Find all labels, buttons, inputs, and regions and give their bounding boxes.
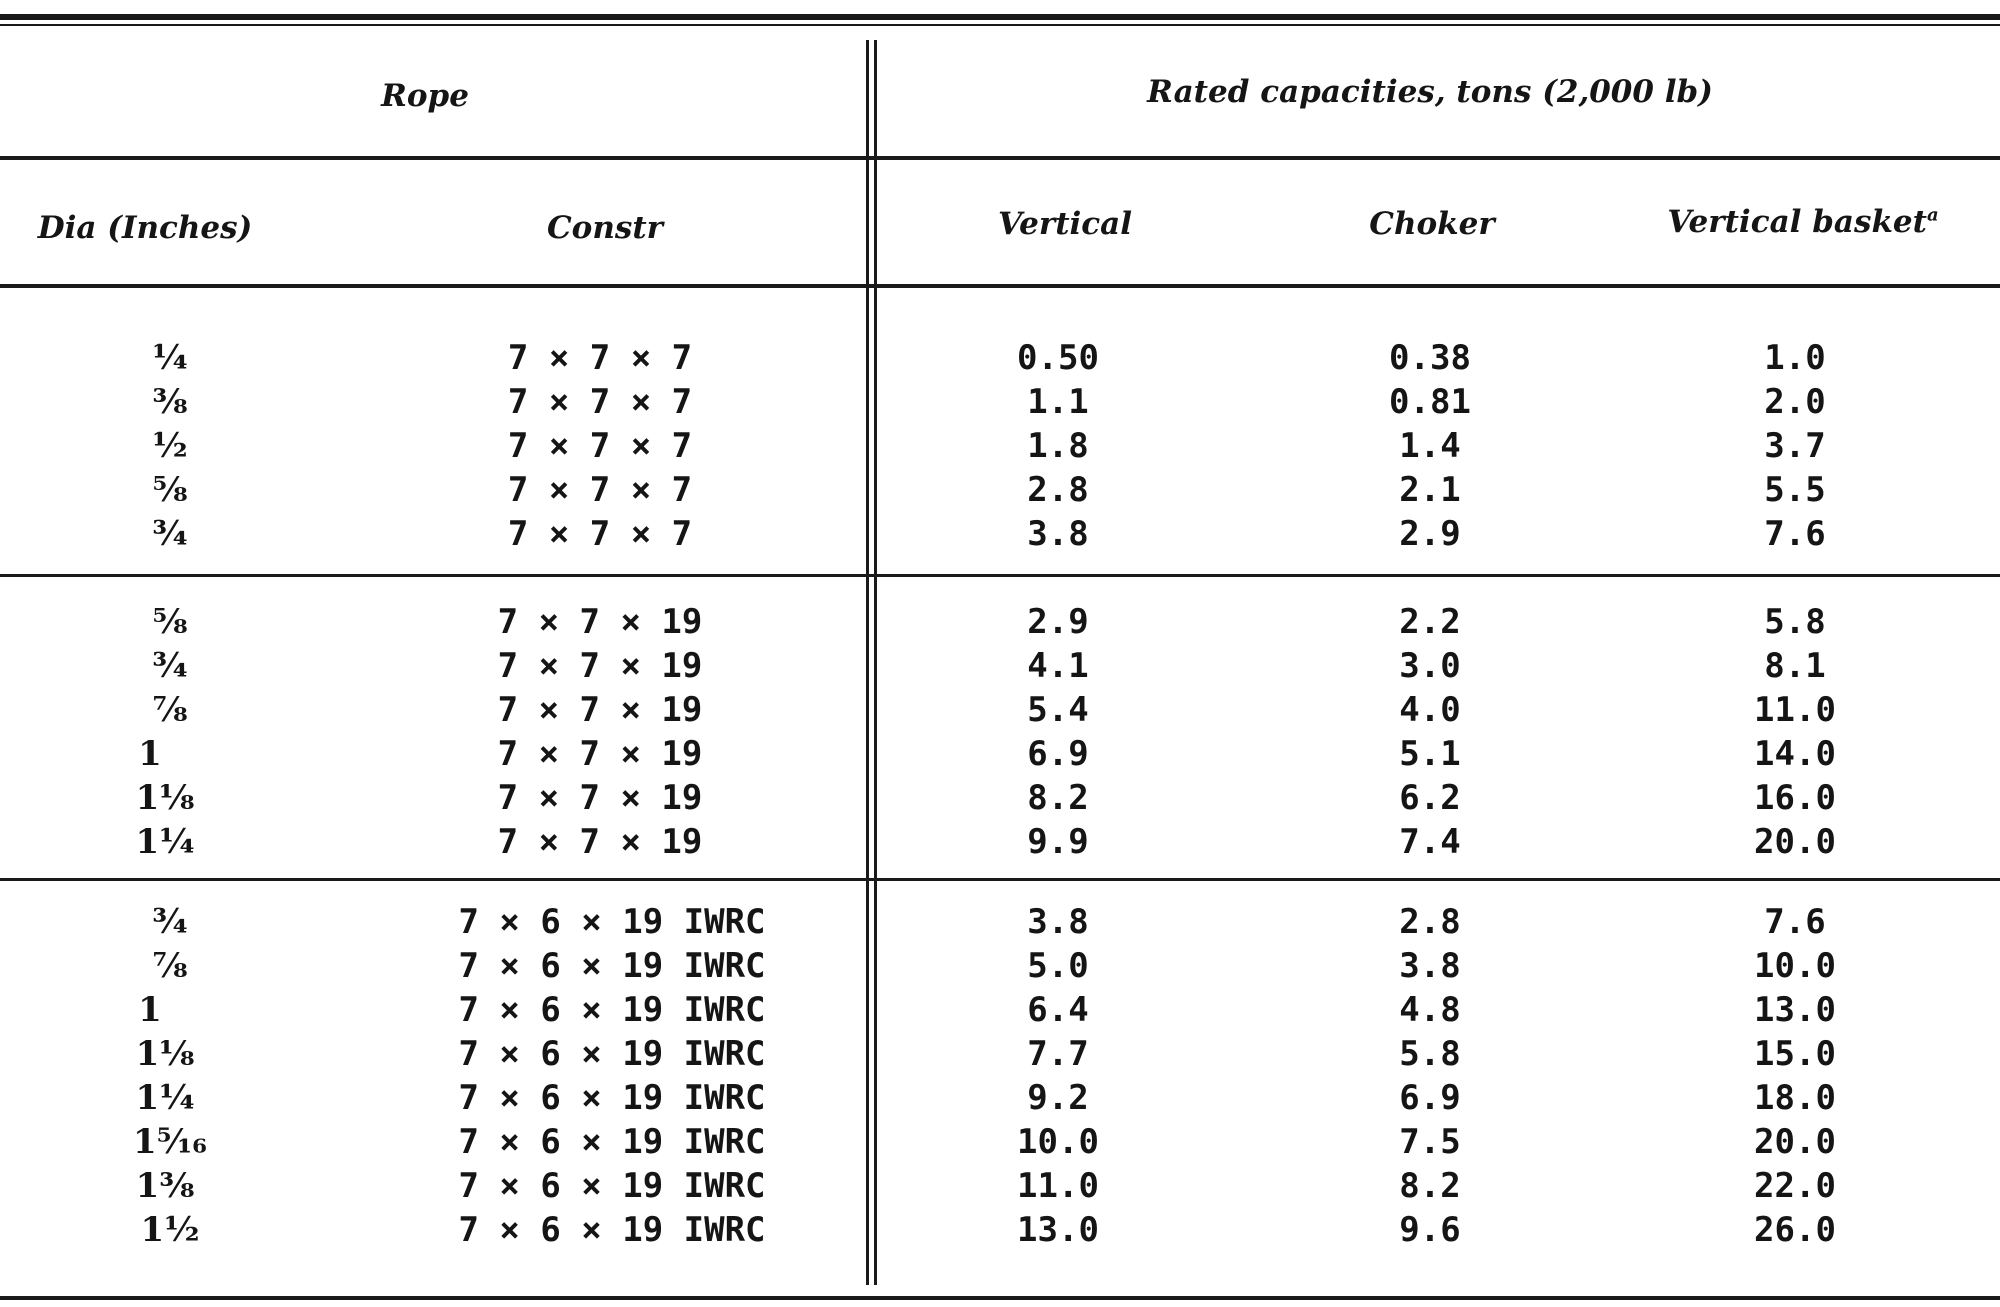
dia-cell: ⅞ <box>152 690 188 730</box>
choker-cell: 2.2 <box>1399 602 1461 642</box>
dia-cell: 1⅛ <box>135 1034 195 1074</box>
basket-cell: 7.6 <box>1764 902 1826 942</box>
basket-cell: 20.0 <box>1754 822 1836 862</box>
basket-cell: 26.0 <box>1754 1210 1836 1250</box>
constr-cell: 7 × 7 × 7 <box>507 382 693 422</box>
table-row <box>0 644 2000 688</box>
col-header-choker: Choker <box>1369 206 1495 242</box>
vertical-cell: 5.0 <box>1027 946 1089 986</box>
basket-cell: 20.0 <box>1754 1122 1836 1162</box>
constr-cell: 7 × 6 × 19 IWRC <box>458 902 766 942</box>
vertical-cell: 5.4 <box>1027 690 1089 730</box>
constr-cell: 7 × 6 × 19 IWRC <box>458 946 766 986</box>
vertical-cell: 2.8 <box>1027 470 1089 510</box>
rope-group-header: Rope <box>381 78 469 114</box>
col-header-vertical-basket-label: Vertical basket <box>1667 204 1927 240</box>
constr-cell: 7 × 6 × 19 IWRC <box>458 1122 766 1162</box>
top-rule-thin <box>0 24 2000 26</box>
dia-cell: ⅝ <box>152 602 188 642</box>
basket-cell: 1.0 <box>1764 338 1826 378</box>
vertical-cell: 13.0 <box>1017 1210 1099 1250</box>
col-header-dia: Dia (Inches) <box>37 210 253 246</box>
choker-cell: 2.1 <box>1399 470 1461 510</box>
choker-cell: 3.8 <box>1399 946 1461 986</box>
col-header-vertical: Vertical <box>997 206 1133 242</box>
choker-cell: 2.9 <box>1399 514 1461 554</box>
dia-cell: 1⁵⁄₁₆ <box>132 1122 208 1162</box>
basket-cell: 8.1 <box>1764 646 1826 686</box>
vertical-cell: 1.1 <box>1027 382 1089 422</box>
col-header-constr: Constr <box>547 210 663 246</box>
constr-cell: 7 × 7 × 7 <box>507 470 693 510</box>
table-row <box>0 732 2000 776</box>
vertical-cell: 2.9 <box>1027 602 1089 642</box>
choker-cell: 2.8 <box>1399 902 1461 942</box>
vertical-cell: 7.7 <box>1027 1034 1089 1074</box>
vertical-cell: 8.2 <box>1027 778 1089 818</box>
table-row <box>0 424 2000 468</box>
col-header-vertical-basket <box>1667 204 1938 240</box>
choker-cell: 5.8 <box>1399 1034 1461 1074</box>
vertical-cell: 3.8 <box>1027 514 1089 554</box>
constr-cell: 7 × 7 × 19 <box>497 734 703 774</box>
choker-cell: 1.4 <box>1399 426 1461 466</box>
constr-cell: 7 × 7 × 19 <box>497 822 703 862</box>
dia-cell: ½ <box>152 426 188 466</box>
basket-cell: 13.0 <box>1754 990 1836 1030</box>
table-row <box>0 820 2000 864</box>
dia-cell: 1¼ <box>135 822 195 862</box>
constr-cell: 7 × 7 × 19 <box>497 602 703 642</box>
basket-cell: 7.6 <box>1764 514 1826 554</box>
dia-cell: ¾ <box>152 902 188 942</box>
constr-cell: 7 × 6 × 19 IWRC <box>458 1166 766 1206</box>
basket-cell: 5.5 <box>1764 470 1826 510</box>
table-row <box>0 380 2000 424</box>
basket-cell: 11.0 <box>1754 690 1836 730</box>
table-row <box>0 1164 2000 1208</box>
choker-cell: 0.81 <box>1389 382 1471 422</box>
dia-cell: ⅝ <box>152 470 188 510</box>
vertical-cell: 3.8 <box>1027 902 1089 942</box>
dia-cell: ⅜ <box>152 382 188 422</box>
table-row <box>0 1120 2000 1164</box>
table-row <box>0 336 2000 380</box>
constr-cell: 7 × 6 × 19 IWRC <box>458 1078 766 1118</box>
choker-cell: 7.4 <box>1399 822 1461 862</box>
footnote-marker: a <box>1926 204 1939 226</box>
constr-cell: 7 × 6 × 19 IWRC <box>458 1034 766 1074</box>
vertical-cell: 1.8 <box>1027 426 1089 466</box>
dia-cell: ¼ <box>152 338 188 378</box>
choker-cell: 0.38 <box>1389 338 1471 378</box>
constr-cell: 7 × 7 × 7 <box>507 338 693 378</box>
vertical-cell: 11.0 <box>1017 1166 1099 1206</box>
table-row <box>0 688 2000 732</box>
vertical-cell: 9.2 <box>1027 1078 1089 1118</box>
capacities-group-header: Rated capacities, tons (2,000 lb) <box>1147 74 1713 110</box>
basket-cell: 14.0 <box>1754 734 1836 774</box>
table-row <box>0 776 2000 820</box>
basket-cell: 10.0 <box>1754 946 1836 986</box>
basket-cell: 5.8 <box>1764 602 1826 642</box>
vertical-cell: 6.4 <box>1027 990 1089 1030</box>
bottom-rule <box>0 1296 2000 1300</box>
constr-cell: 7 × 6 × 19 IWRC <box>458 1210 766 1250</box>
group-header-rule <box>0 156 2000 160</box>
column-header-rule <box>0 284 2000 288</box>
choker-cell: 3.0 <box>1399 646 1461 686</box>
choker-cell: 8.2 <box>1399 1166 1461 1206</box>
vertical-cell: 9.9 <box>1027 822 1089 862</box>
constr-cell: 7 × 7 × 7 <box>507 514 693 554</box>
choker-cell: 5.1 <box>1399 734 1461 774</box>
table-row <box>0 600 2000 644</box>
choker-cell: 7.5 <box>1399 1122 1461 1162</box>
vertical-cell: 0.50 <box>1017 338 1099 378</box>
vertical-cell: 6.9 <box>1027 734 1089 774</box>
constr-cell: 7 × 6 × 19 IWRC <box>458 990 766 1030</box>
group-separator-rule <box>0 574 2000 577</box>
choker-cell: 6.9 <box>1399 1078 1461 1118</box>
choker-cell: 4.8 <box>1399 990 1461 1030</box>
basket-cell: 18.0 <box>1754 1078 1836 1118</box>
table-row <box>0 512 2000 556</box>
dia-cell: 1 <box>138 734 162 774</box>
vertical-cell: 4.1 <box>1027 646 1089 686</box>
choker-cell: 6.2 <box>1399 778 1461 818</box>
dia-cell: ¾ <box>152 646 188 686</box>
choker-cell: 4.0 <box>1399 690 1461 730</box>
choker-cell: 9.6 <box>1399 1210 1461 1250</box>
table-row <box>0 900 2000 944</box>
constr-cell: 7 × 7 × 19 <box>497 690 703 730</box>
constr-cell: 7 × 7 × 19 <box>497 778 703 818</box>
dia-cell: 1⅛ <box>135 778 195 818</box>
basket-cell: 16.0 <box>1754 778 1836 818</box>
basket-cell: 15.0 <box>1754 1034 1836 1074</box>
dia-cell: ¾ <box>152 514 188 554</box>
vertical-cell: 10.0 <box>1017 1122 1099 1162</box>
group-separator-rule <box>0 878 2000 881</box>
constr-cell: 7 × 7 × 19 <box>497 646 703 686</box>
dia-cell: ⅞ <box>152 946 188 986</box>
table-row <box>0 468 2000 512</box>
dia-cell: 1⅜ <box>135 1166 195 1206</box>
top-rule-thick <box>0 14 2000 20</box>
table-row <box>0 1076 2000 1120</box>
table-row <box>0 1032 2000 1076</box>
basket-cell: 3.7 <box>1764 426 1826 466</box>
constr-cell: 7 × 7 × 7 <box>507 426 693 466</box>
table-row <box>0 1208 2000 1252</box>
basket-cell: 2.0 <box>1764 382 1826 422</box>
dia-cell: 1 <box>138 990 162 1030</box>
basket-cell: 22.0 <box>1754 1166 1836 1206</box>
dia-cell: 1½ <box>140 1210 200 1250</box>
table-row <box>0 988 2000 1032</box>
dia-cell: 1¼ <box>135 1078 195 1118</box>
table-row <box>0 944 2000 988</box>
